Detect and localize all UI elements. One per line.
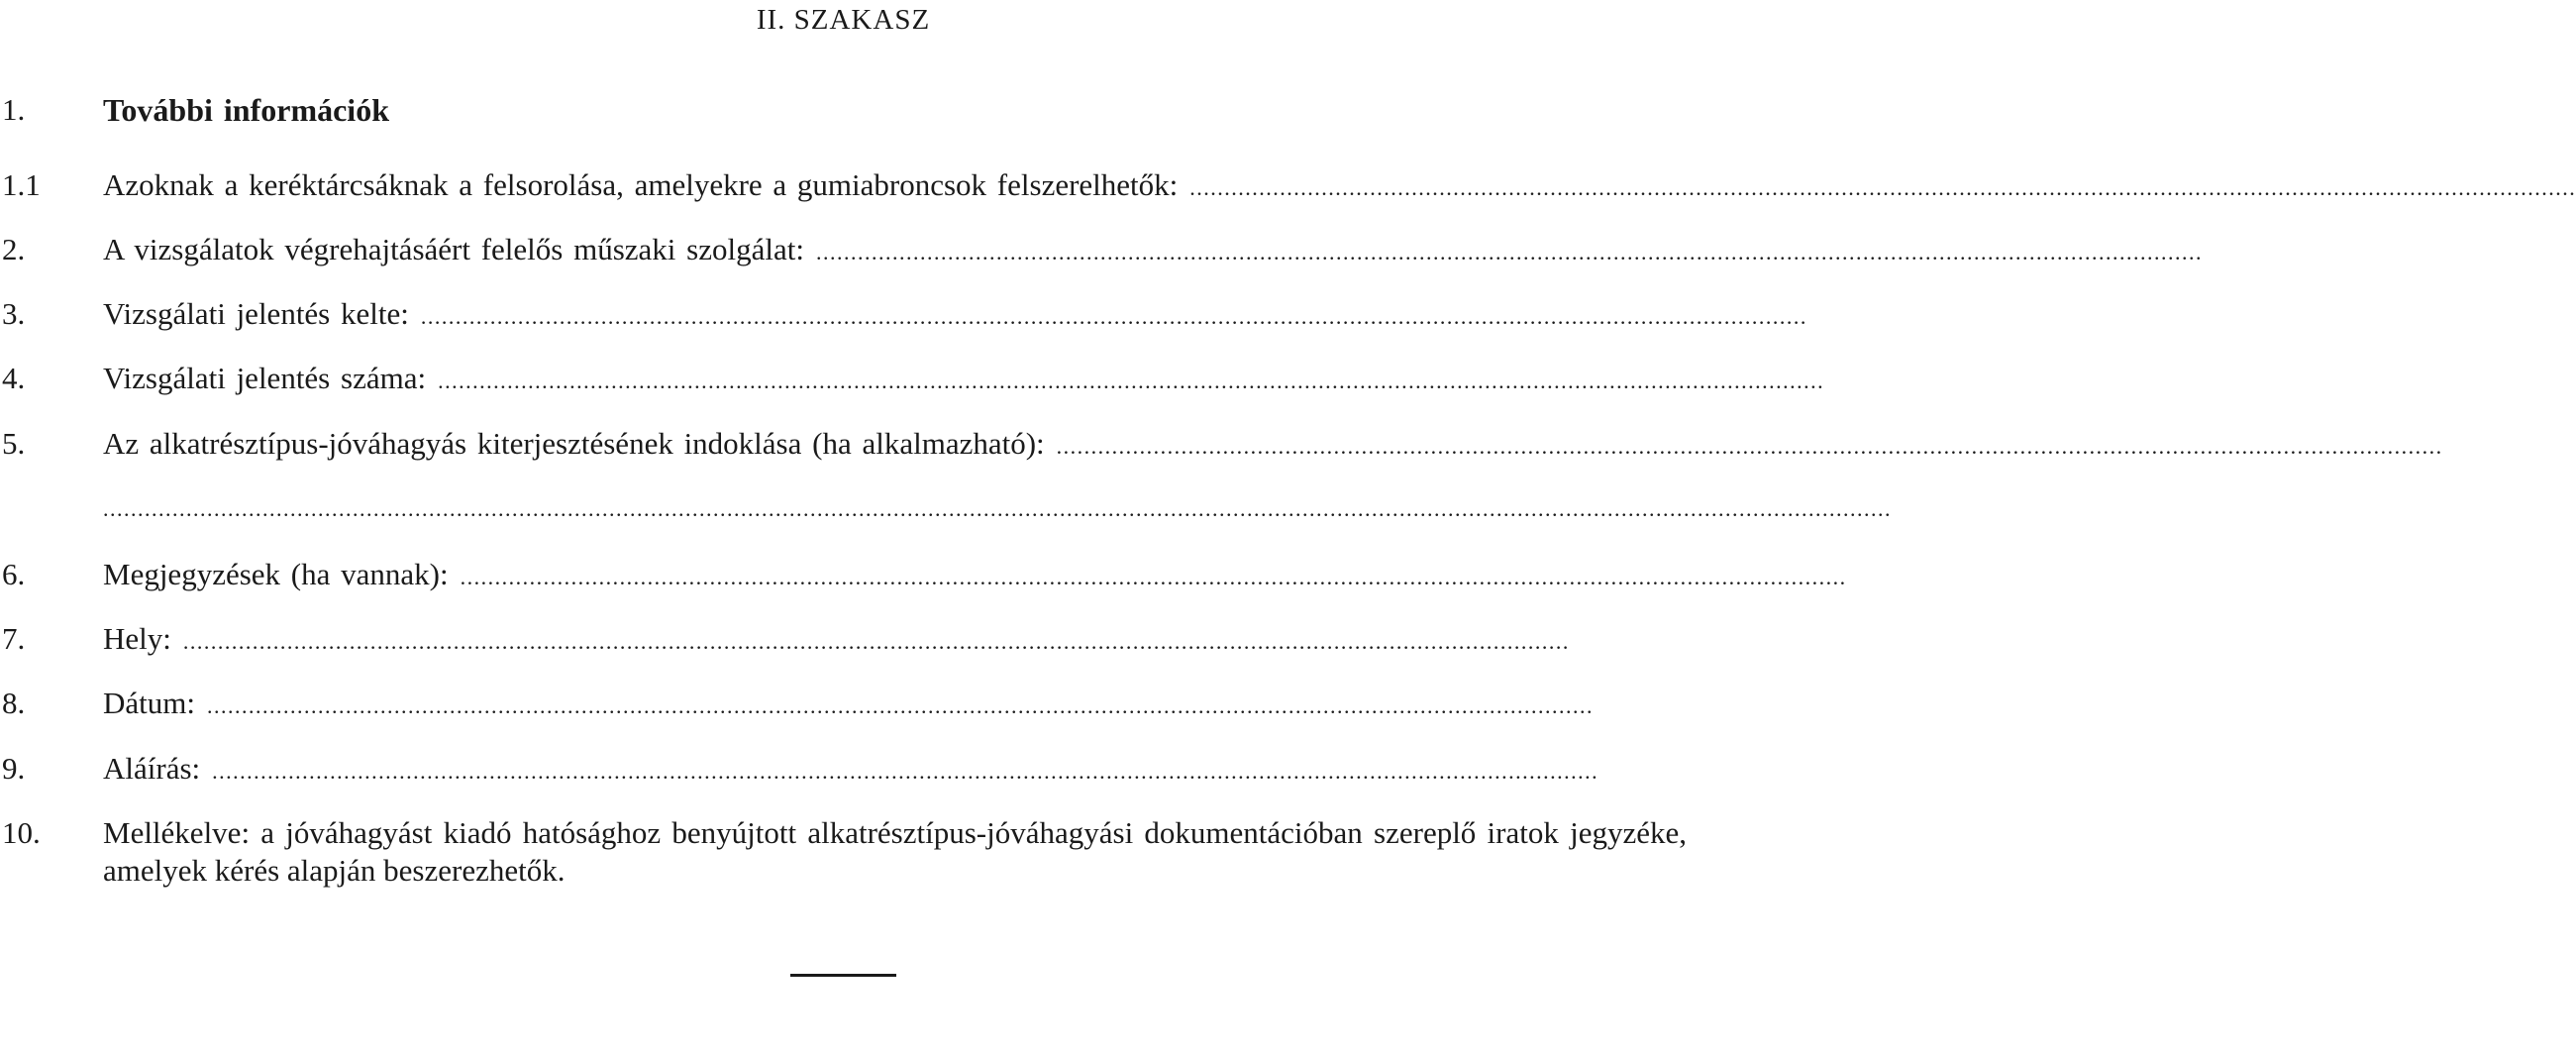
item-label: Vizsgálati jelentés kelte: (103, 296, 409, 331)
item-content (103, 555, 1847, 597)
item-number: 1.1 (2, 167, 41, 202)
heading-number: 1. (2, 92, 26, 127)
item-content (103, 684, 1687, 726)
heading-content (103, 90, 1687, 130)
item-number: 10. (2, 815, 41, 850)
fill-in-dotted-line[interactable]: ........................................................................................................................................................................................................ (182, 629, 1570, 654)
item-row-9 (0, 749, 1687, 789)
item-number: 5. (2, 426, 26, 461)
end-rule (790, 974, 896, 977)
item-content (103, 619, 1687, 662)
item-row-6 (0, 555, 1847, 594)
item-label: A vizsgálatok végrehajtásáért felelős műszaki szolgálat: (103, 232, 804, 266)
item-content (103, 424, 2443, 467)
fill-in-dotted-line[interactable]: ........................................................................................................................................................................................................ (207, 693, 1594, 718)
fill-in-dotted-line[interactable]: ........................................................................................................................................................................................................ (1189, 175, 2576, 200)
item-label: Megjegyzések (ha vannak): (103, 557, 449, 591)
item-label: Az alkatrésztípus-jóváhagyás kiterjesztésének indoklása (ha alkalmazható): (103, 426, 1045, 461)
item-content (103, 165, 2576, 208)
item-row-7 (0, 619, 1687, 659)
item-row-8 (0, 684, 1687, 723)
item-number: 4. (2, 361, 26, 395)
fill-in-dotted-line-continuation[interactable]: .................................................................................................................................................................................................................................................................. (103, 496, 1892, 521)
item-number: 6. (2, 557, 26, 591)
item-number: 3. (2, 296, 26, 331)
item-paragraph: Mellékelve: a jóváhagyást kiadó hatósághoz benyújtott alkatrésztípus-jóváhagyási dokumentációban szereplő iratok jegyzéke, amelyek kérés alapján beszerezhetők. (103, 815, 1687, 888)
item-label: Hely: (103, 621, 171, 656)
item-label: Aláírás: (103, 751, 201, 786)
heading-label: További információk (103, 92, 389, 128)
fill-in-dotted-line[interactable]: ........................................................................................................................................................................................................ (212, 759, 1599, 784)
item-content (103, 294, 1807, 337)
item-number: 7. (2, 621, 26, 656)
item-row-4 (0, 359, 1825, 398)
fill-in-dotted-line[interactable]: ........................................................................................................................................................................................................ (438, 369, 1825, 393)
item-content (103, 749, 1687, 792)
item-label: Vizsgálati jelentés száma: (103, 361, 427, 395)
fill-in-dotted-line[interactable]: ........................................................................................................................................................................................................ (460, 565, 1847, 589)
item-row-10 (0, 814, 1687, 894)
item-number: 2. (2, 232, 26, 266)
item-row-1-1 (0, 165, 2576, 205)
item-number: 8. (2, 686, 26, 720)
fill-in-dotted-line[interactable]: ........................................................................................................................................................................................................ (1056, 434, 2443, 459)
item-label: Dátum: (103, 686, 195, 720)
item-content (103, 359, 1825, 401)
item-label: Azoknak a keréktárcsáknak a felsorolása, amelyekre a gumiabroncsok felszerelhetők: (103, 167, 1179, 202)
fill-in-dotted-line[interactable]: ........................................................................................................................................................................................................ (420, 304, 1807, 329)
item-row-3 (0, 294, 1807, 334)
item-row-5 (0, 424, 2443, 464)
section-title: II. SZAKASZ (756, 4, 931, 36)
item-number: 9. (2, 751, 26, 786)
heading-row (0, 90, 1687, 130)
fill-in-dotted-line[interactable]: ........................................................................................................................................................................................................ (815, 240, 2203, 264)
item-content (103, 230, 2203, 272)
item-row-2 (0, 230, 2203, 269)
